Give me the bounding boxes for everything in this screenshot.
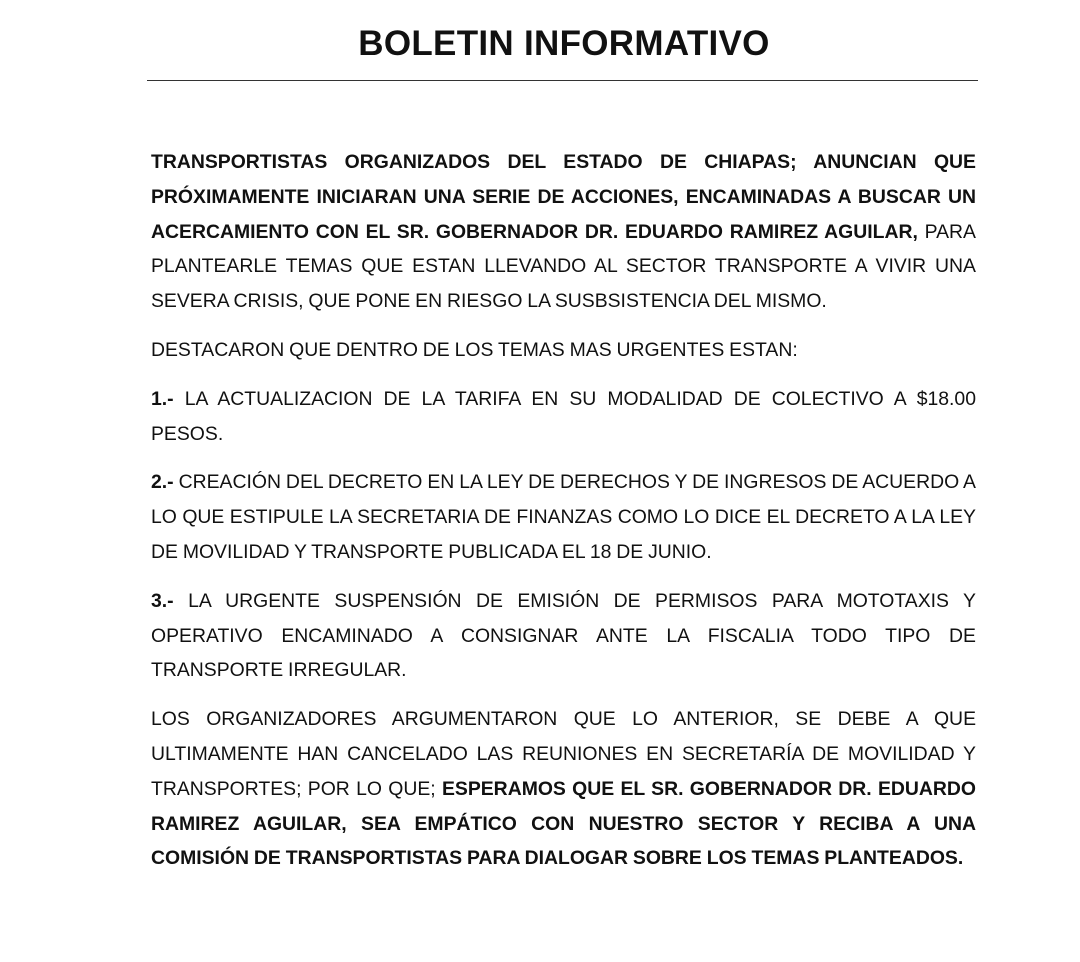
item-text: LA ACTUALIZACION DE LA TARIFA EN SU MODALIDAD DE COLECTIVO A $18.00 PESOS. bbox=[151, 387, 976, 445]
item-number: 1.- bbox=[151, 387, 174, 410]
item-text: LA URGENTE SUSPENSIÓN DE EMISIÓN DE PERMISOS PARA MOTOTAXIS Y OPERATIVO ENCAMINADO A CONSIGNAR ANTE LA FISCALIA TODO TIPO DE TRANSPORTE IRREGULAR. bbox=[151, 589, 976, 682]
document-title: BOLETIN INFORMATIVO bbox=[358, 24, 770, 63]
closing-paragraph bbox=[151, 702, 976, 876]
item-text: CREACIÓN DEL DECRETO EN LA LEY DE DERECHOS Y DE INGRESOS DE ACUERDO A LO QUE ESTIPULE LA SECRETARIA DE FINANZAS COMO LO DICE EL DECRETO A LA LEY DE MOVILIDAD Y TRANSPORTE PUBLICADA EL 18 DE JUNIO. bbox=[151, 471, 976, 563]
closing-text: LOS ORGANIZADORES ARGUMENTARON QUE LO ANTERIOR, SE DEBE A QUE ULTIMAMENTE HAN CANCELADO LAS REUNIONES EN SECRETARÍA DE MOVILIDAD Y TRANSPORTES; POR LO QUE; bbox=[151, 708, 976, 800]
list-item bbox=[151, 382, 976, 452]
list-item bbox=[151, 465, 976, 569]
intro-text: PARA PLANTEARLE TEMAS QUE ESTAN LLEVANDO AL SECTOR TRANSPORTE A VIVIR UNA SEVERA CRISIS, QUE PONE EN RIESGO LA SUSBSISTENCIA DEL MISMO. bbox=[151, 220, 976, 313]
document-body bbox=[151, 145, 976, 890]
item-number: 2.- bbox=[151, 471, 174, 494]
title-divider bbox=[147, 80, 978, 81]
list-item bbox=[151, 584, 976, 688]
intro-paragraph bbox=[151, 145, 976, 319]
intro-bold-text: TRANSPORTISTAS ORGANIZADOS DEL ESTADO DE CHIAPAS; ANUNCIAN QUE PRÓXIMAMENTE INICIARAN UNA SERIE DE ACCIONES, ENCAMINADAS A BUSCAR UN ACERCAMIENTO CON EL SR. GOBERNADOR DR. EDUARDO RAMIREZ AGUILAR, bbox=[151, 151, 976, 243]
closing-bold-text: ESPERAMOS QUE EL SR. GOBERNADOR DR. EDUARDO RAMIREZ AGUILAR, SEA EMPÁTICO CON NUESTRO SECTOR Y RECIBA A UNA COMISIÓN DE TRANSPORTISTAS PARA DIALOGAR SOBRE LOS TEMAS PLANTEADOS. bbox=[151, 777, 977, 870]
item-number: 3.- bbox=[151, 589, 174, 612]
topics-intro-paragraph: DESTACARON QUE DENTRO DE LOS TEMAS MAS URGENTES ESTAN: bbox=[151, 338, 798, 361]
